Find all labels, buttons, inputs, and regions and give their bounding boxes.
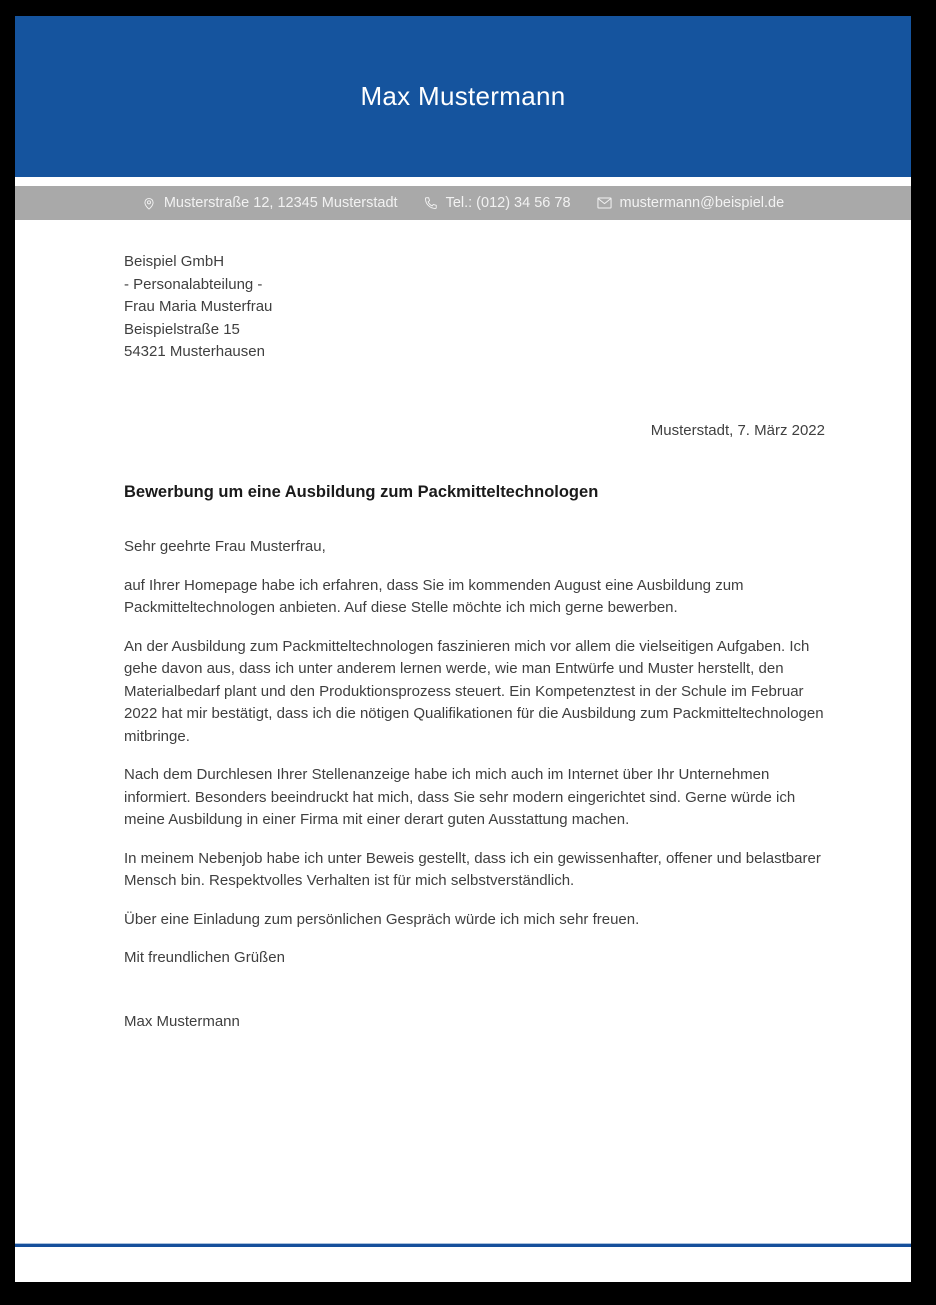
recipient-line: 54321 Musterhausen xyxy=(124,343,265,360)
contact-email-text: mustermann@beispiel.de xyxy=(619,195,785,211)
recipient-address-block xyxy=(124,251,825,364)
sender-name: Max Mustermann xyxy=(360,81,566,111)
contact-bar xyxy=(15,186,911,220)
body-paragraph: Nach dem Durchlesen Ihrer Stellenanzeige habe ich mich auch im Internet über Ihr Unternehmen informiert. Besonders beeindruckt hat mich, dass Sie sehr modern eingerichtet sind. Gerne würde ich meine Ausbildung in einer Firma mit einer derart guten Ausstattung machen. xyxy=(124,766,796,828)
letter-header-band xyxy=(15,16,911,177)
signature-name: Max Mustermann xyxy=(124,1012,240,1030)
recipient-line: Beispiel GmbH xyxy=(124,253,225,270)
letter-page xyxy=(15,16,911,1282)
body-paragraph: Über eine Einladung zum persönlichen Gespräch würde ich mich sehr freuen. xyxy=(124,910,640,928)
footer-accent-line xyxy=(15,1243,911,1247)
phone-icon xyxy=(424,196,438,210)
subject-line: Bewerbung um eine Ausbildung zum Packmitteltechnologen xyxy=(124,483,599,501)
recipient-line: Frau Maria Musterfrau xyxy=(124,298,273,315)
contact-email xyxy=(597,195,785,211)
date-line: Musterstadt, 7. März 2022 xyxy=(650,421,825,439)
closing-formula: Mit freundlichen Grüßen xyxy=(124,949,285,966)
body-paragraph: auf Ihrer Homepage habe ich erfahren, dass Sie im kommenden August eine Ausbildung zum Packmitteltechnologen anbieten. Auf diese Stelle möchte ich mich gerne bewerben. xyxy=(124,576,744,616)
salutation: Sehr geehrte Frau Musterfrau, xyxy=(124,538,326,555)
location-pin-icon xyxy=(142,196,156,211)
recipient-line: - Personalabteilung - xyxy=(124,275,263,293)
envelope-icon xyxy=(597,197,612,209)
contact-phone xyxy=(424,195,571,211)
contact-address-text: Musterstraße 12, 12345 Musterstadt xyxy=(163,195,398,211)
contact-address xyxy=(142,195,398,211)
body-paragraph: In meinem Nebenjob habe ich unter Beweis gestellt, dass ich ein gewissenhafter, offener und belastbarer Mensch bin. Respektvolles Verhalten ist für mich selbstverständlich. xyxy=(124,849,821,889)
letter-body xyxy=(15,220,911,1033)
recipient-line: Beispielstraße 15 xyxy=(124,320,240,338)
contact-phone-text: Tel.: (012) 34 56 78 xyxy=(445,195,571,211)
body-paragraph: An der Ausbildung zum Packmitteltechnologen faszinieren mich vor allem die vielseitigen Aufgaben. Ich gehe davon aus, dass ich unter anderem lernen werde, wie man Entwürfe und Muster herstellt, den Materialbedarf plant und den Produktionsprozess steuert. Ein Kompetenztest in der Schule im Februar 2022 hat mir bestätigt, dass ich die nötigen Qualifikationen für die Ausbildung zum Packmitteltechnologen mitbringe. xyxy=(124,637,824,745)
